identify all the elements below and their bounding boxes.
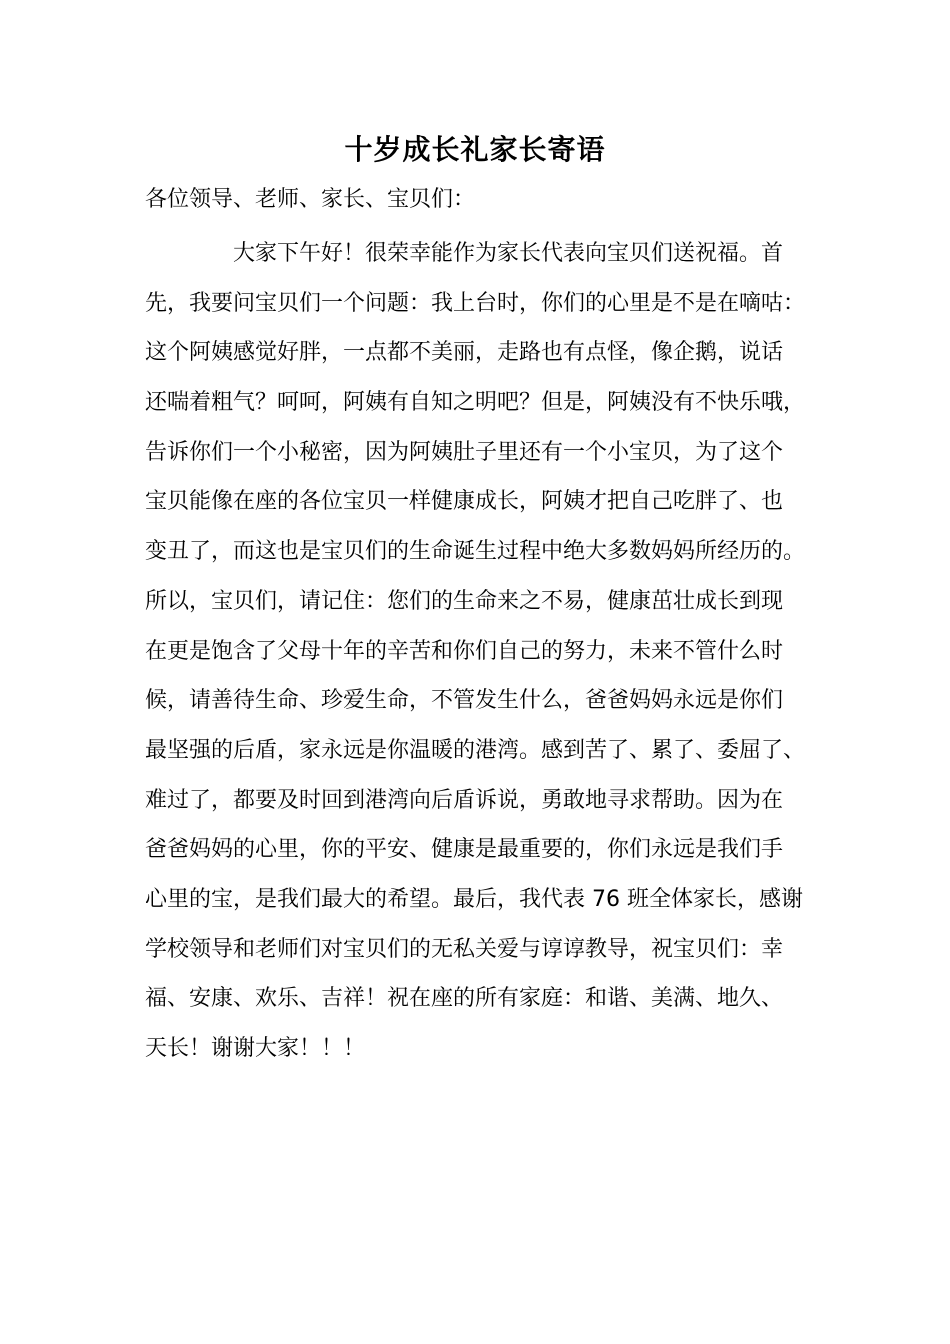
paragraph-line: 学校领导和老师们对宝贝们的无私关爱与谆谆教导，祝宝贝们：幸 [145, 936, 784, 962]
paragraph-line: 最坚强的后盾，家永远是你温暖的港湾。感到苦了、累了、委屈了、 [145, 737, 806, 763]
paragraph-line: 宝贝能像在座的各位宝贝一样健康成长，阿姨才把自己吃胖了、也 [145, 489, 784, 515]
paragraph-line: 所以，宝贝们，请记住：您们的生命来之不易，健康茁壮成长到现 [145, 588, 784, 614]
paragraph-line: 这个阿姨感觉好胖，一点都不美丽，走路也有点怪，像企鹅，说话 [145, 340, 784, 366]
salutation: 各位领导、老师、家长、宝贝们： [145, 187, 476, 212]
paragraph-line: 候，请善待生命、珍爱生命，不管发生什么，爸爸妈妈永远是你们 [145, 688, 784, 714]
body-paragraph [145, 229, 810, 1074]
paragraph-line: 在更是饱含了父母十年的辛苦和你们自己的努力，未来不管什么时 [145, 638, 784, 664]
paragraph-line: 变丑了，而这也是宝贝们的生命诞生过程中绝大多数妈妈所经历的。 [145, 539, 806, 565]
paragraph-line: 福、安康、欢乐、吉祥！祝在座的所有家庭：和谐、美满、地久、 [145, 986, 784, 1012]
document-title: 十岁成长礼家长寄语 [344, 133, 606, 166]
paragraph-line: 难过了，都要及时回到港湾向后盾诉说，勇敢地寻求帮助。因为在 [145, 787, 784, 813]
paragraph-line: 告诉你们一个小秘密，因为阿姨肚子里还有一个小宝贝，为了这个 [145, 439, 784, 465]
paragraph-line: 心里的宝，是我们最大的希望。最后，我代表 76 班全体家长，感谢 [145, 886, 803, 912]
paragraph-line: 先，我要问宝贝们一个问题：我上台时，你们的心里是不是在嘀咕： [145, 290, 806, 316]
paragraph-line: 还喘着粗气？呵呵，阿姨有自知之明吧？但是，阿姨没有不快乐哦， [145, 390, 806, 416]
paragraph-line: 爸爸妈妈的心里，你的平安、健康是最重要的，你们永远是我们手 [145, 837, 784, 863]
paragraph-line: 天长！谢谢大家！！！ [145, 1036, 366, 1061]
paragraph-line: 大家下午好！很荣幸能作为家长代表向宝贝们送祝福。首 [233, 241, 784, 266]
